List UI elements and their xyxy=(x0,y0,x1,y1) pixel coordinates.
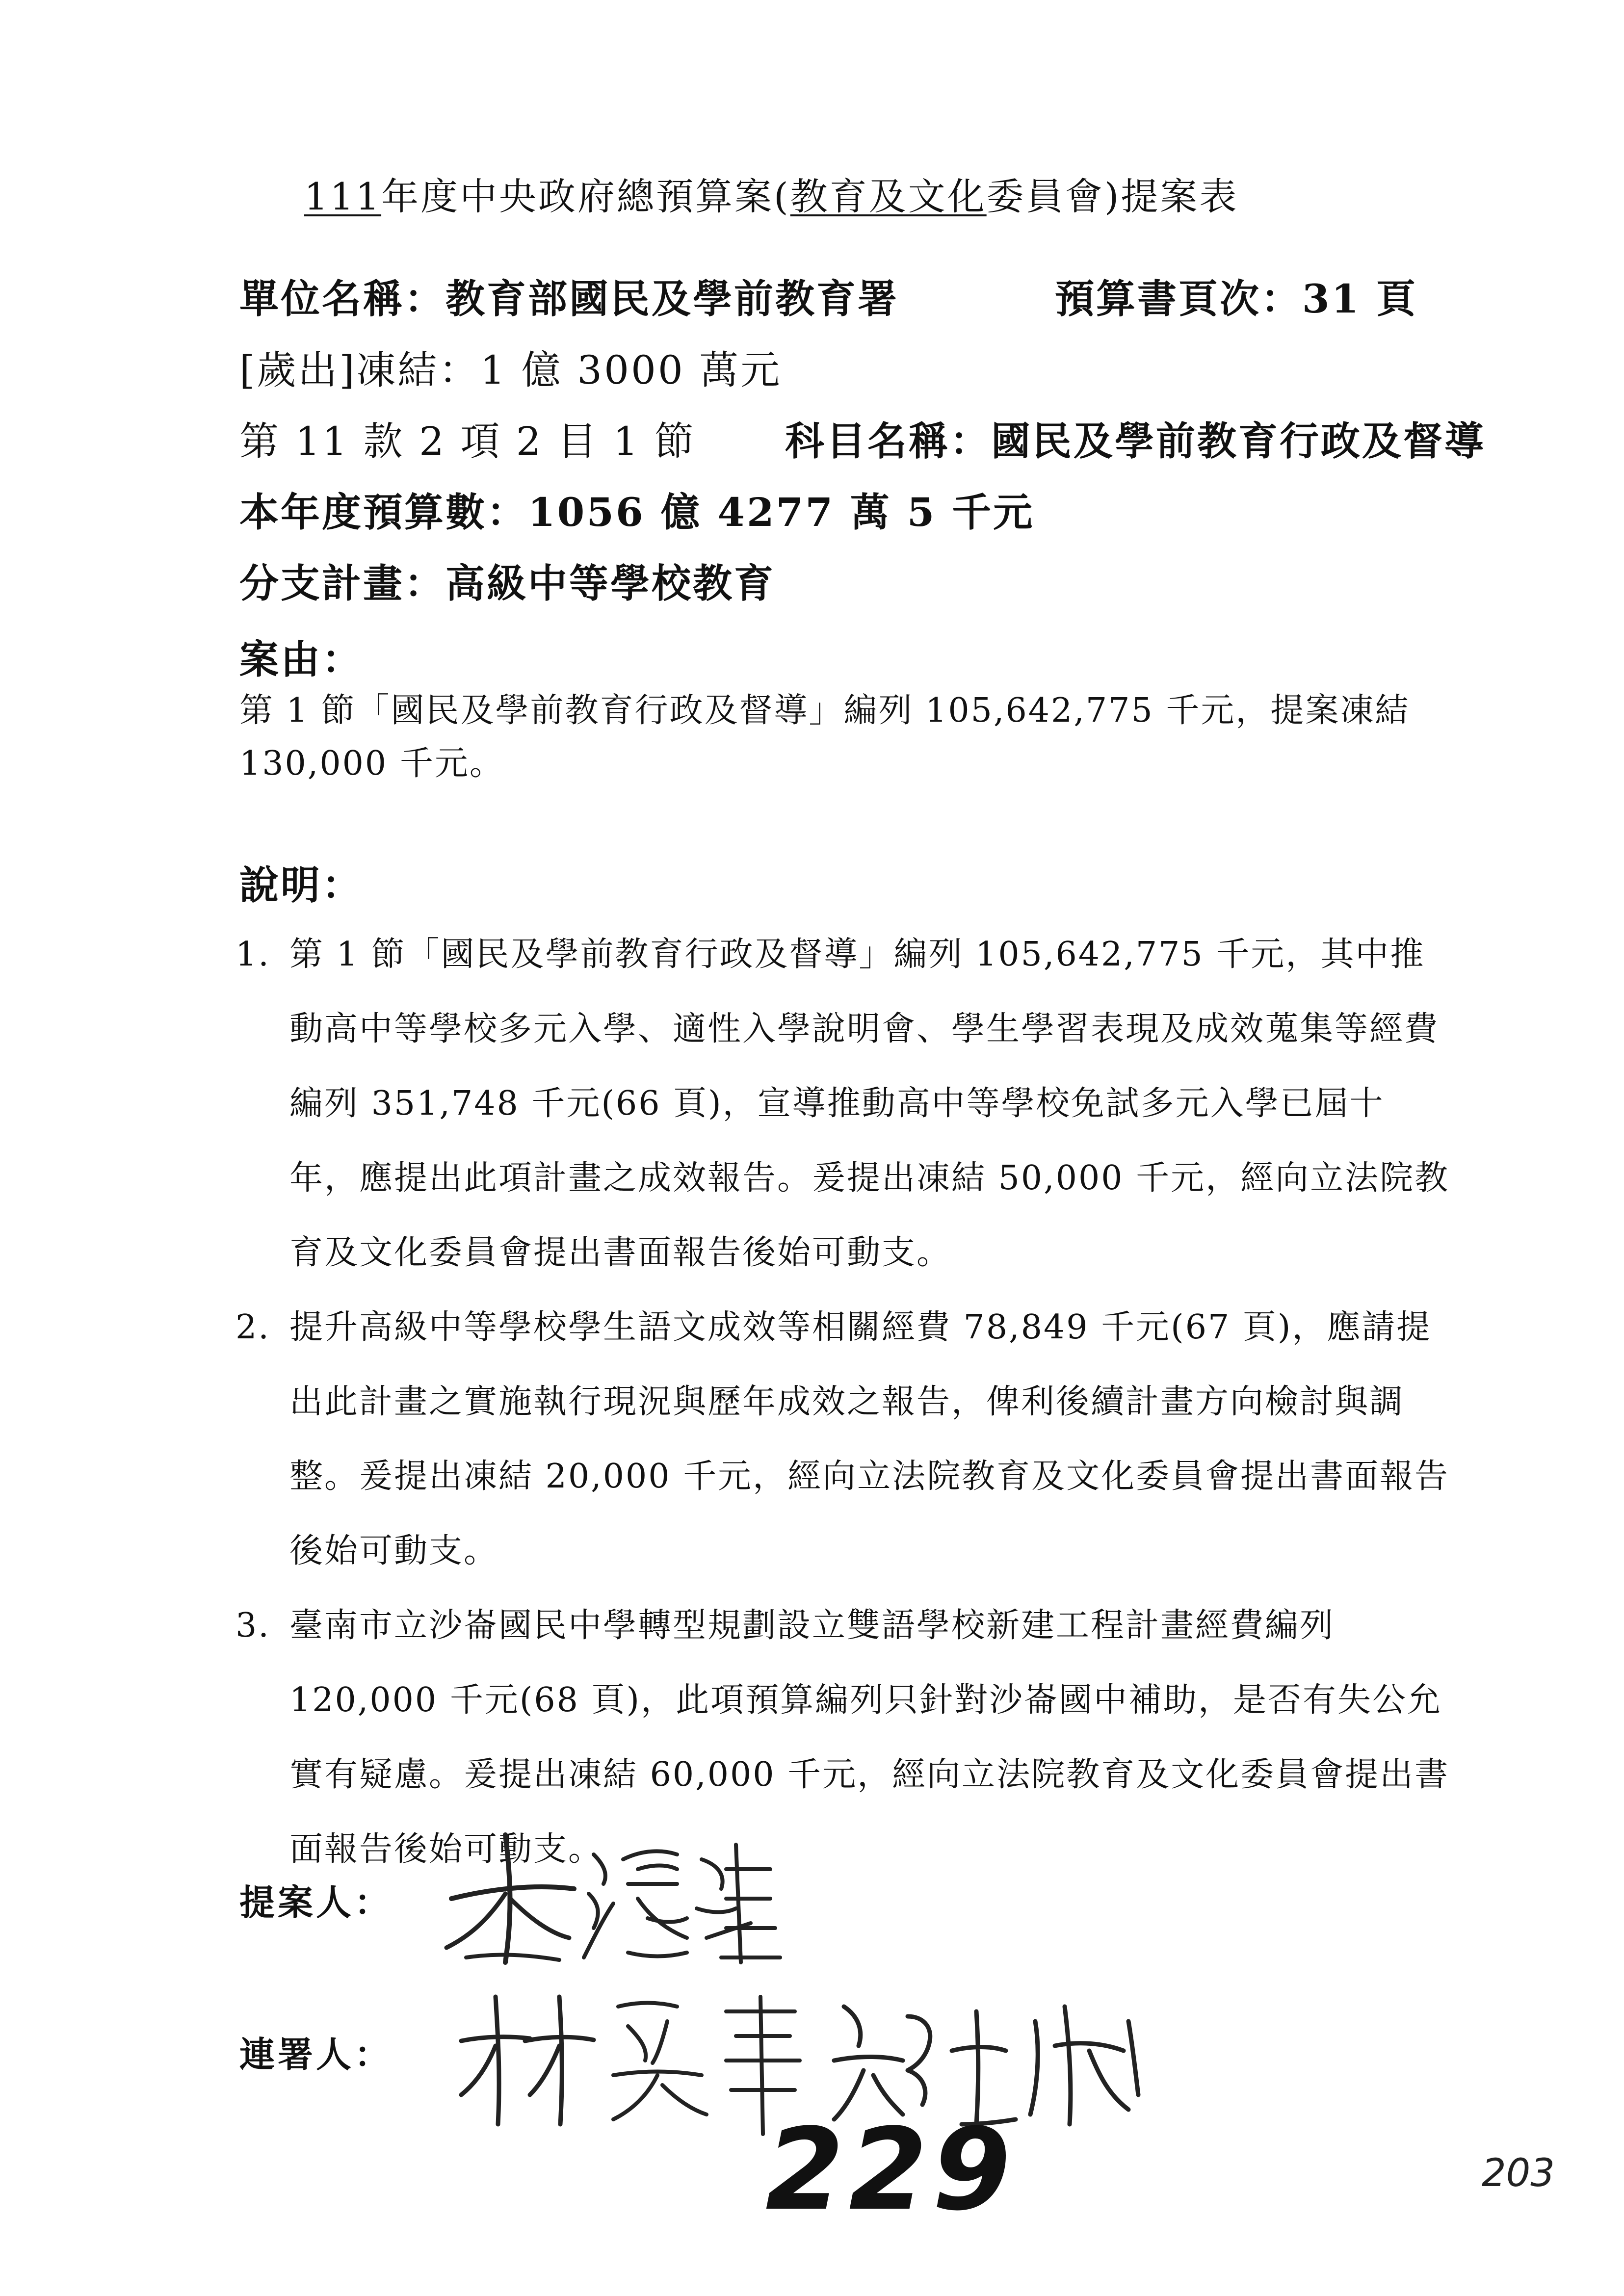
form-year: 111 xyxy=(304,175,382,218)
subject-line xyxy=(785,410,1486,466)
explanation-item xyxy=(236,917,1452,1290)
item-number: 3. xyxy=(236,1606,270,1645)
explanation-list xyxy=(236,917,1452,1887)
subject-label: 科目名稱： xyxy=(785,418,991,464)
subject-value: 國民及學前教育行政及督導 xyxy=(991,418,1486,464)
handwritten-corner-number: 203 xyxy=(1482,2151,1555,2195)
section-line: 第 11 款 2 項 2 目 1 節 xyxy=(239,418,696,464)
page-ref-line xyxy=(1055,267,1417,324)
explanation-label: 說明： xyxy=(239,862,363,908)
budget-line xyxy=(239,481,1034,537)
freeze-line: [歲出]凍結：1 億 3000 萬元 xyxy=(239,347,782,393)
unit-value: 教育部國民及學前教育署 xyxy=(445,276,899,322)
cause-label: 案由： xyxy=(239,636,363,682)
budget-value: 1056 億 4277 萬 5 千元 xyxy=(528,489,1035,535)
sub-plan-label: 分支計畫： xyxy=(239,560,445,606)
unit-label: 單位名稱： xyxy=(239,276,445,322)
proposer-label: 提案人： xyxy=(239,1881,393,1923)
sub-plan-line xyxy=(239,552,775,608)
form-title xyxy=(304,167,1238,220)
explanation-item xyxy=(236,1290,1452,1589)
budget-label: 本年度預算數： xyxy=(239,489,528,535)
explanation-item xyxy=(236,1589,1452,1887)
unit-line xyxy=(239,267,899,324)
form-title-part1: 年度中央政府總預算案( xyxy=(381,175,790,218)
item-text: 第 1 節「國民及學前教育行政及督導」編列 105,642,775 千元，其中推動高中等學校多元入學、適性入學說明會、學生學習表現及成效蒐集等經費編列 351,748 千元(66 頁)，宣導推動高中等學校免試多元入學已屆十年，應提出此項計畫之成效報告。爰提出凍結 50,000 千元，經向立法院教育及文化委員會提出書面報告後始可動支。 xyxy=(289,935,1450,1272)
page-ref-label: 預算書頁次： xyxy=(1055,276,1302,322)
handwritten-page-number: 229 xyxy=(765,2105,1016,2236)
sub-plan-value: 高級中等學校教育 xyxy=(445,560,775,606)
cosigner-label: 連署人： xyxy=(239,2034,393,2075)
proposer-signature xyxy=(432,1815,785,1972)
item-text: 臺南市立沙崙國民中學轉型規劃設立雙語學校新建工程計畫經費編列 120,000 千元(68 頁)，此項預算編列只針對沙崙國中補助，是否有失公允實有疑慮。爰提出凍結 60,000 千元，經向立法院教育及文化委員會提出書面報告後始可動支。 xyxy=(289,1606,1450,1869)
item-text: 提升高級中等學校學生語文成效等相關經費 78,849 千元(67 頁)，應請提出此計畫之實施執行現況與歷年成效之報告，俾利後續計畫方向檢討與調整。爰提出凍結 20,000 千元，經向立法院教育及文化委員會提出書面報告後始可動支。 xyxy=(289,1308,1450,1570)
page-ref-value: 31 頁 xyxy=(1302,276,1418,322)
form-title-part2: 委員會)提案表 xyxy=(986,175,1239,218)
item-number: 2. xyxy=(236,1308,270,1347)
item-number: 1. xyxy=(236,935,270,974)
form-committee: 教育及文化 xyxy=(790,175,987,218)
cause-text: 第 1 節「國民及學前教育行政及督導」編列 105,642,775 千元，提案凍結 130,000 千元。 xyxy=(239,691,1410,783)
